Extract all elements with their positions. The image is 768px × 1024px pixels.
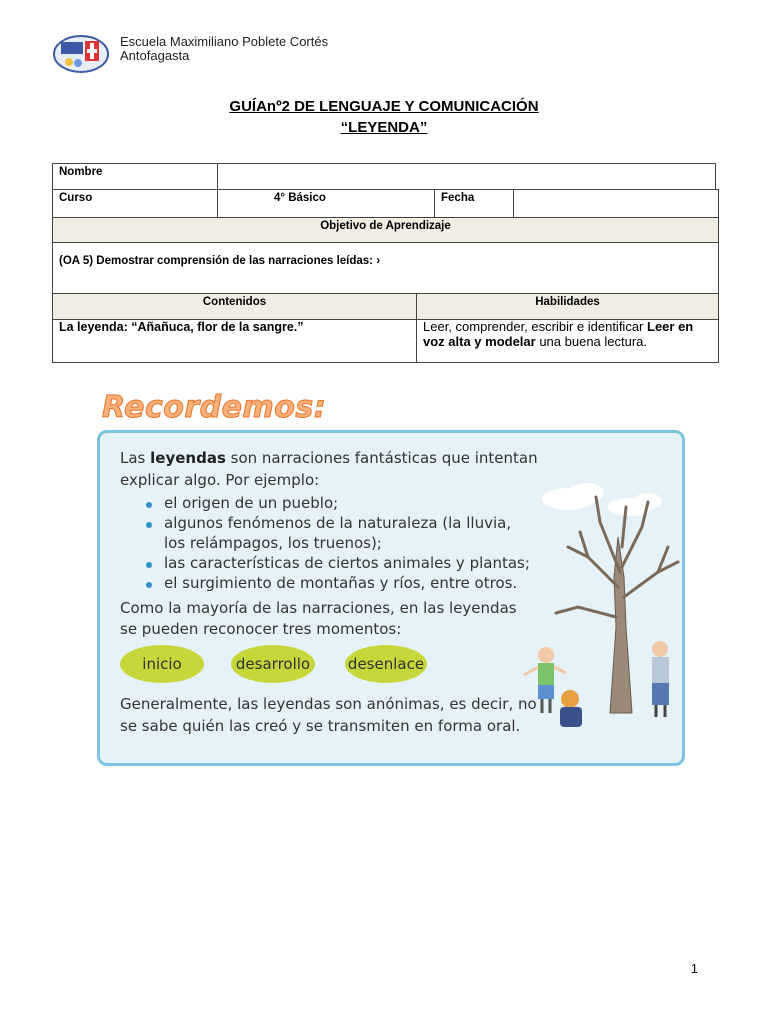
bullet-item: las características de ciertos animales y plantas;	[164, 554, 530, 572]
tree-and-children-illustration	[518, 477, 684, 743]
bullet-dot	[146, 522, 152, 528]
fecha-field[interactable]	[513, 189, 719, 218]
document-title	[0, 98, 768, 115]
page-number: 1	[690, 961, 698, 976]
bullet-item-continuation: los relámpagos, los truenos);	[164, 534, 382, 552]
document-subtitle-text: “LEYENDA”	[340, 119, 428, 136]
habilidades-text-bold: Leer en voz alta y modelar	[423, 319, 694, 349]
moment-desenlace: desenlace	[345, 645, 427, 683]
moment-desarrollo: desarrollo	[231, 645, 315, 683]
curso-label: Curso	[52, 189, 218, 218]
bullet-item: algunos fenómenos de la naturaleza (la lluvia,	[164, 514, 512, 532]
school-city: Antofagasta	[120, 48, 190, 63]
intro-bold: leyendas	[150, 449, 226, 467]
bullet-dot	[146, 582, 152, 588]
school-crest-icon	[53, 35, 109, 73]
recordemos-card	[97, 430, 685, 766]
nombre-field[interactable]	[217, 163, 716, 190]
document-title-text: GUÍAnº2 DE LENGUAJE Y COMUNICACIÓN	[229, 98, 539, 115]
document-subtitle	[0, 119, 768, 136]
objetivo-text: (OA 5) Demostrar comprensión de las narraciones leídas: ›	[52, 242, 719, 294]
intro-post: son narraciones fantásticas que intentan	[225, 449, 538, 467]
moments-line-1: Como la mayoría de las narraciones, en las leyendas	[120, 599, 517, 617]
curso-value: 4° Básico	[217, 189, 435, 218]
intro-line-1	[120, 449, 538, 467]
bullet-dot	[146, 502, 152, 508]
bullet-item: el origen de un pueblo;	[164, 494, 339, 512]
closing-line-1: Generalmente, las leyendas son anónimas, es decir, no	[120, 695, 537, 713]
moments-line-2: se pueden reconocer tres momentos:	[120, 620, 402, 638]
school-name: Escuela Maximiliano Poblete Cortés	[120, 34, 329, 49]
contenidos-header: Contenidos	[52, 293, 417, 320]
contenidos-text: La leyenda: “Añañuca, flor de la sangre.”	[52, 319, 417, 363]
fecha-label: Fecha	[434, 189, 514, 218]
intro-pre: Las	[120, 449, 151, 467]
moment-inicio: inicio	[120, 645, 204, 683]
habilidades-header: Habilidades	[416, 293, 719, 320]
habilidades-text	[416, 319, 719, 363]
habilidades-text-post: una buena lectura.	[535, 333, 648, 349]
nombre-label: Nombre	[52, 163, 218, 190]
objetivo-header: Objetivo de Aprendizaje	[52, 217, 719, 243]
recordemos-heading: Recordemos:	[102, 390, 327, 425]
closing-line-2: se sabe quién las creó y se transmiten en forma oral.	[120, 717, 521, 735]
intro-line-2: explicar algo. Por ejemplo:	[120, 471, 320, 489]
bullet-item: el surgimiento de montañas y ríos, entre otros.	[164, 574, 518, 592]
habilidades-text-pre: Leer, comprender, escribir e identificar	[423, 319, 647, 334]
bullet-dot	[146, 562, 152, 568]
